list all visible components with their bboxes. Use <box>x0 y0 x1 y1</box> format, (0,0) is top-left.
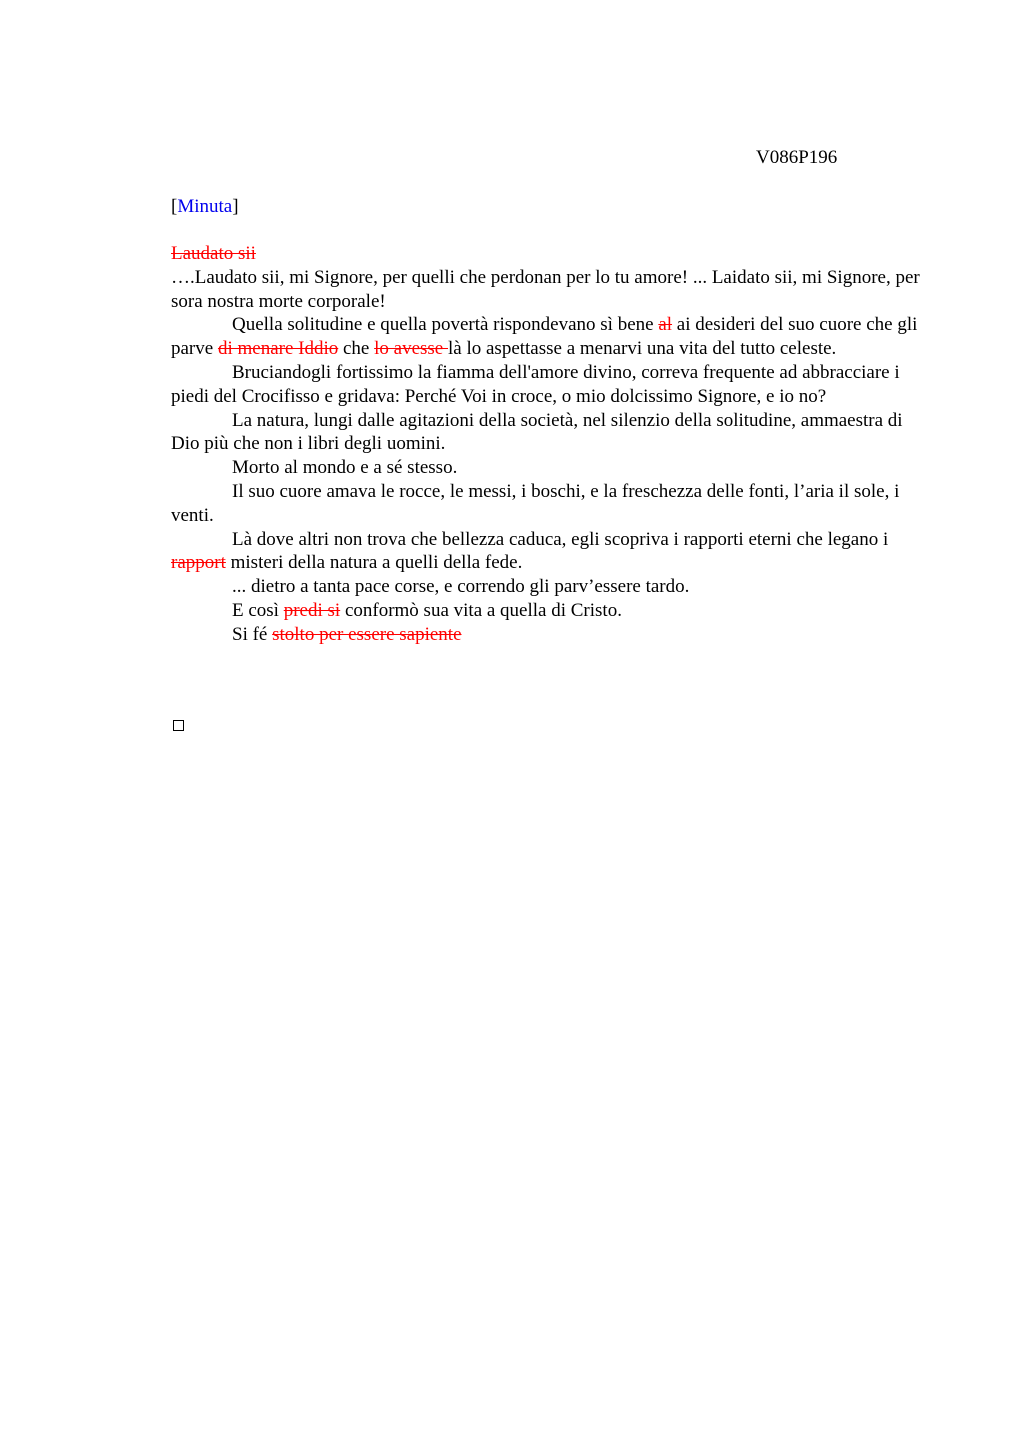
deleted-heading-line <box>171 242 931 266</box>
paragraph-3 <box>171 361 931 409</box>
deleted-text: lo avesse <box>374 338 448 360</box>
paragraph-text: ... dietro a tanta pace corse, e correndo gli parv’essere tardo. <box>232 576 690 598</box>
document-id: V086P196 <box>756 147 838 168</box>
deleted-text: di menare Iddio <box>217 338 339 360</box>
paragraph-text: misteri della natura a quelli della fede. <box>225 552 523 574</box>
paragraph-1 <box>171 266 931 314</box>
paragraph-4 <box>171 409 931 457</box>
paragraph-text: La natura, lungi dalle agitazioni della società, nel silenzio della solitudine, ammaestra di Dio più che non i libri degli uomini. <box>171 409 903 455</box>
paragraph-9 <box>171 599 931 623</box>
deleted-text: predi si <box>283 599 341 621</box>
paragraph-10 <box>171 623 931 647</box>
paragraph-text: là lo aspettasse a menarvi una vita del tutto celeste. <box>448 338 837 360</box>
paragraph-text: Là dove altri non trova che bellezza caduca, egli scopriva i rapporti eterni che legano i <box>232 528 889 550</box>
minuta-text: Minuta <box>177 196 233 217</box>
deleted-text: Laudato sii <box>171 243 256 264</box>
paragraph-6 <box>171 480 931 528</box>
open-bracket: [ <box>171 196 178 217</box>
paragraph-text: Si fé <box>232 623 273 645</box>
paragraph-text: ai desideri del suo cuore che gli parve <box>171 314 918 360</box>
deleted-text: al <box>658 314 673 336</box>
paragraph-text: che <box>338 338 375 360</box>
paragraph-8 <box>171 575 931 599</box>
deleted-text: stolto per essere sapiente <box>272 623 462 645</box>
paragraph-text: Bruciandogli fortissimo la fiamma dell'amore divino, correva frequente ad abbracciare i piedi del Crocifisso e gridava: Perché Voi in croce, o mio dolcissimo Signore, e io no? <box>171 361 900 407</box>
paragraph-text: Morto al mondo e a sé stesso. <box>232 457 458 479</box>
close-bracket: ] <box>232 196 239 217</box>
paragraph-text: Quella solitudine e quella povertà rispondevano sì bene <box>232 314 659 336</box>
paragraph-text: Il suo cuore amava le rocce, le messi, i boschi, e la freschezza delle fonti, l’aria il sole, i venti. <box>171 480 900 526</box>
paragraph-2 <box>171 313 931 361</box>
deleted-text: rapport <box>171 552 226 574</box>
empty-square-icon <box>173 720 184 731</box>
paragraph-7 <box>171 528 931 576</box>
paragraph-text: ….Laudato sii, mi Signore, per quelli che perdonan per lo tu amore! ... Laidato sii, mi Signore, per sora nostra morte corporale! <box>171 266 920 312</box>
minuta-label <box>171 196 239 218</box>
document-body <box>171 242 931 647</box>
paragraph-text: conformò sua vita a quella di Cristo. <box>340 599 622 621</box>
paragraph-text: E così <box>232 599 284 621</box>
paragraph-5 <box>171 456 931 480</box>
